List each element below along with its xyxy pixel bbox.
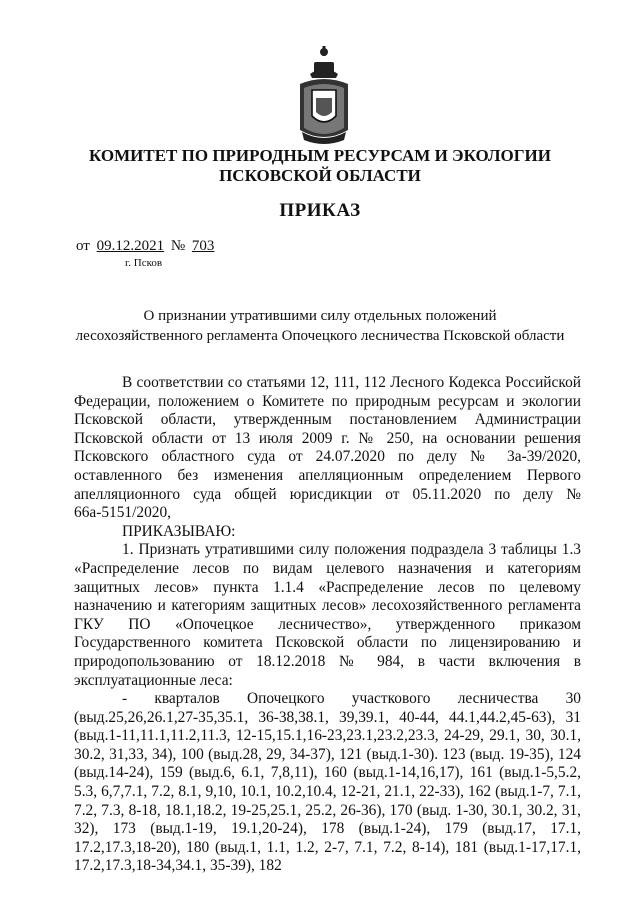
organization-name-line1: КОМИТЕТ ПО ПРИРОДНЫМ РЕСУРСАМ И ЭКОЛОГИИ: [88, 146, 552, 165]
document-date: 09.12.2021: [96, 238, 165, 254]
subject-line2: лесохозяйственного регламента Опочецкого лесничества Псковской области: [75, 328, 565, 344]
document-place: г. Псков: [125, 257, 163, 269]
coat-of-arms-icon: [296, 44, 352, 148]
organization-name-line2: ПСКОВСКОЙ ОБЛАСТИ: [219, 166, 421, 185]
document-type-title: ПРИКАЗ: [279, 200, 361, 221]
document-number: 703: [191, 238, 215, 254]
preamble-paragraph: В соответствии со статьями 12, 111, 112 Лесного Кодекса Российской Федерации, положением о Комитете по природным ресурсам и экологии Псковской области, утвержденным постановлением Администрации Псковской области от 13 июля 2009 г. № 250, на основании решения Псковского областного суда от 24.07.2020 по делу № 3а-39/2020, оставленного без изменения апелляционным определением Первого апелляционного суда общей юрисдикции от 05.11.2020 по делу № 66а-5151/2020,: [74, 374, 581, 522]
order-word: ПРИКАЗЫВАЮ:: [122, 522, 236, 540]
number-label: №: [170, 238, 186, 254]
from-label: от: [76, 238, 90, 254]
document-meta: [76, 238, 217, 255]
document-body: [74, 374, 581, 876]
item-1-subparagraph: - кварталов Опочецкого участкового лесничества 30 (выд.25,26,26.1,27-35,35.1, 36-38,38.1, 39,39.1, 40-44, 44.1,44.2,45-63), 31 (выд.1-11,11.1,11.2,11.3, 12-15,15.1,16-23,23.1,23.2,23.3, 24-29, 29.1, 30, 30.1, 30.2, 31,33, 34), 100 (выд.28, 29, 34-37), 121 (выд.1-30). 123 (выд. 19-35), 124 (выд.14-24), 159 (выд.6, 6.1, 7,8,11), 160 (выд.1-14,16,17), 161 (выд.1-5,5.2, 5.3, 6,7,7.1, 7.2, 8.1, 9,10, 10.1, 10.2,10.4, 12-21, 21.1, 22-33), 162 (выд.1-7, 7.1, 7.2, 7.3, 8-18, 18.1,18.2, 19-25,25.1, 25.2, 26-36), 170 (выд. 1-30, 30.1, 30.2, 31, 32), 173 (выд.1-19, 19.1,20-24), 178 (выд.1-24), 179 (выд.17, 17.1, 17.2,17.3,18-20), 180 (выд.1, 1.1, 1.2, 2-7, 7.1, 7.2, 8-14), 181 (выд.1-17,17.1, 17.2,17.3,18-34,34.1, 35-39), 182: [74, 690, 581, 875]
document-subject: [60, 306, 580, 346]
subject-line1: О признании утратившими силу отдельных положений: [143, 308, 497, 324]
organization-name: [0, 146, 640, 186]
item-1-paragraph: 1. Признать утратившими силу положения подраздела 3 таблицы 1.3 «Распределение лесов по видам целевого назначения и категориям защитных лесов» пункта 1.1.4 «Распределение лесов по целевому назначению и категориям защитных лесов» лесохозяйственного регламента ГКУ ПО «Опочецкое лесничество», утвержденного приказом Государственного комитета Псковской области по лицензированию и природопользованию от 18.12.2018 № 984, в части включения в эксплуатационные леса:: [74, 541, 581, 689]
